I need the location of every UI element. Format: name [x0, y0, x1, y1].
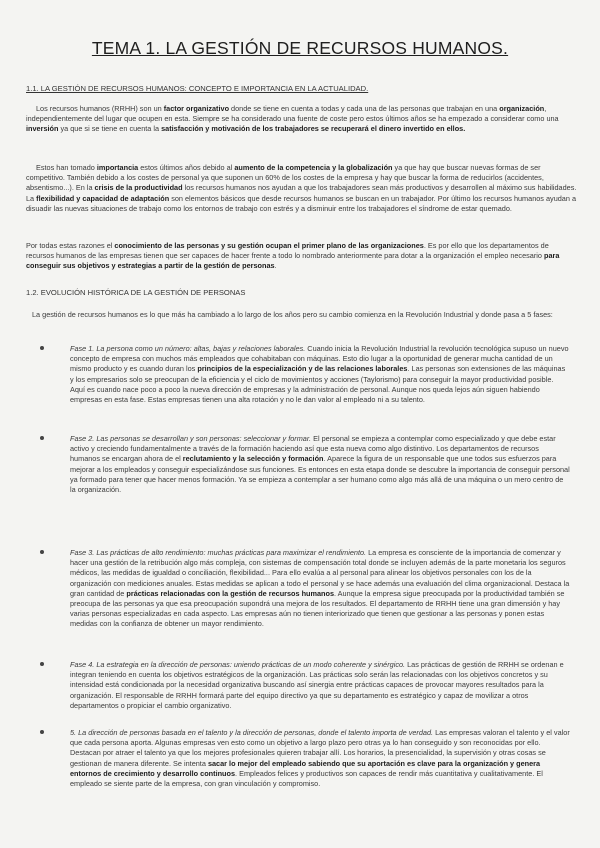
bold-run: satisfacción y motivación de los trabajadores se recuperará el dinero invertido en ellos. — [161, 124, 466, 134]
bold-run: flexibilidad y capacidad de adaptación — [36, 193, 170, 203]
bold-run: reclutamiento y la selección y formación — [182, 454, 324, 464]
text-run: Los recursos humanos (RRHH) son un — [36, 104, 164, 113]
text-run: . Aparece la figura de un responsable que une todos sus esfuerzos para mejorar a los empleados y conseguir especializándose sus funciones. Es entonces en esta etapa donde se descubre la importancia de conseguir personal ya formado para tener que hacer menos formación. Ya se empieza a contemplar a ser humano como algo más allá de una máquina o un mero centro de la organización. — [70, 454, 570, 495]
text-run: ya que hay que buscar nuevas formas de ser competitivo. También debido a los costes de personal ya que suponen un 60% de los costes de la empresa y hay que buscar la forma de reducirlos (accidentes, absentismo...). En la — [26, 163, 544, 193]
bullet-icon — [40, 436, 44, 440]
section-1-heading: 1.1. LA GESTIÓN DE RECURSOS HUMANOS: CONCEPTO E IMPORTANCIA EN LA ACTUALIDAD. — [26, 84, 369, 93]
text-run: Cuando inicia la Revolución Industrial la revolución tecnológica supuso un nuevo concepto de empresa con muchos más empleados que cohabitaban con máquinas. Esto dio lugar a la oportunidad de generar mucha cantidad de un mismo producto y es cuando duran los — [70, 344, 569, 374]
bold-run: para conseguir sus objetivos y estrategias a partir de la gestión de personas — [26, 251, 560, 271]
bold-run: organización — [499, 104, 545, 113]
list-item-text — [70, 660, 570, 711]
phase-title: Fase 1. La persona como un número: altas, bajas y relaciones laborales. — [70, 344, 306, 353]
list-item-text — [70, 434, 570, 495]
phase-title: Fase 4. La estrategia en la dirección de personas: uniendo prácticas de un modo coherente y sinérgico. — [70, 660, 406, 669]
bullet-icon — [40, 730, 44, 734]
phase-title: 5. La dirección de personas basada en el talento y la dirección de personas, donde el talento importa de verdad. — [70, 728, 434, 737]
section-1-paragraph-3 — [26, 241, 578, 272]
text-run: son elementos básicos que desde recursos humanos se buscan en un trabajador. Por último los recursos humanos ayudan a disuadir las nuevas situaciones de trabajo como los entornos de trabajo con estrés y a disminuir entre los trabajadores el síndrome de estar quemado. — [26, 193, 577, 213]
list-item-text — [70, 548, 570, 630]
bold-run: conocimiento de las personas y su gestión ocupan el primer plano de las organizaciones — [114, 241, 424, 250]
text-run: . Empleados felices y productivos son capaces de rendir más cuantitativa y cualitativamente. El empleado se siente parte de la empresa, con gran vinculación y compromiso. — [70, 768, 543, 789]
list-item-text — [70, 728, 570, 789]
bold-run: factor organizativo — [163, 104, 230, 113]
bullet-icon — [40, 346, 44, 350]
bullet-icon — [40, 550, 44, 554]
text-run: los recursos humanos nos ayudan a que los trabajadores sean más productivos y desarrollen al máximo sus habilidades. La — [26, 183, 577, 203]
section-1-paragraph-2 — [26, 163, 578, 214]
text-run: El personal se empieza a contemplar como especializado y que debe estar activo y creciendo fundamentalmente a través de la formación haciendo así que esta nueva como algo distintivo. Los departamentos de recursos humanos se encargan ahora de el — [70, 434, 556, 464]
text-run: estos últimos años debido al — [138, 163, 235, 172]
text-run: . Aunque la empresa sigue preocupada por la productividad también se preocupa de las personas ya que esa preocupación supondrá una mejora de los resultados. El departamento de RRHH tiene una gran dimensión y hay varias personas especializadas en cada aspecto. Las empresas aún no tienen interiorizado que tienen que gestionar a las personas y ponen estas medidas con la confianza de obtener un mayor rendimiento. — [70, 588, 565, 629]
page-title: TEMA 1. LA GESTIÓN DE RECURSOS HUMANOS. — [91, 38, 509, 58]
text-run: ya que si se tiene en cuenta la — [58, 124, 162, 134]
bold-run: aumento de la competencia y la globalización — [234, 163, 393, 172]
text-run: La empresa es consciente de la importancia de comenzar y hacer una gestión de la retribución algo más compleja, con sistemas de compensación total donde se incluyen además de la parte monetaria los seguros médicos, las medidas de igualdad o conciliación, flexibilidad... Para ello evalúa a al personal para alinear los objetivos personales con los de la organización con mediciones anuales. Estas medidas se aplican a todo el personal y se hace además una evaluación del clima organizacional. Destaca la gran cantidad de — [70, 548, 570, 598]
text-run: Estos han tomado — [36, 163, 97, 172]
text-run: . Es por ello que los departamentos de recursos humanos de las empresas tienen que ser capaces de hacer frente a todo lo nombrado anteriormente para dotar a la organización el empleo necesario — [26, 241, 549, 261]
phase-title: Fase 2. Las personas se desarrollan y son personas: seleccionar y formar. — [70, 434, 312, 443]
bold-run: principios de la especialización y de las relaciones laborales — [197, 364, 408, 374]
bullet-icon — [40, 662, 44, 666]
text-run: . — [274, 261, 277, 271]
section-1-paragraph-1 — [26, 104, 578, 135]
bold-run: prácticas relacionadas con la gestión de recursos humanos — [126, 588, 335, 598]
bold-run: sacar lo mejor del empleado sabiendo que su aportación es clave para la organización y genera entornos de crecimiento y desarrollo continuos — [70, 758, 541, 778]
text-run: Las empresas valoran el talento y el valor que cada persona aporta. Algunas empresas ven esto como un objetivo a largo plazo pero otras ya lo han conseguido y son reconocidas por ello. Destacan por atraer el talento ya que los mejores profesionales quieren trabajar allí. Los horarios, la presencialidad, la supervisión y otras cosas se gestionan de manera diferente. Se intenta — [70, 728, 570, 768]
bold-run: crisis de la productividad — [94, 183, 183, 193]
text-run: donde se tiene en cuenta a todas y cada una de las personas que trabajan en una — [229, 104, 500, 113]
list-item-text — [70, 344, 570, 405]
text-run: Por todas estas razones el — [26, 241, 115, 250]
bold-run: inversión — [26, 124, 59, 134]
phase-title: Fase 3. Las prácticas de alto rendimiento: muchas prácticas para maximizar el rendimiento. — [70, 548, 367, 557]
text-run: , independientemente del lugar que ocupen en esta. Siempre se ha considerado una fuente de coste pero estos últimos años se ha empezado a considerar como una — [26, 104, 559, 124]
section-2-heading: 1.2. EVOLUCIÓN HISTÓRICA DE LA GESTIÓN DE PERSONAS — [26, 288, 246, 297]
text-run: Las prácticas de gestión de RRHH se ordenan e integran teniendo en cuenta los objetivos estratégicos de la organización. Las prácticas solo serán las relacionadas con los objetivos concretos y su intensidad está condicionada por la necesidad organizativa buscando así sinergia entre prácticas capaces de provocar mayores resultados para la organización. El responsable de RRHH formará parte del equipo directivo ya que su departamento es estratégico y capaz de movilizar a otros departamentos o propiciar el cambio organizativo. — [70, 660, 564, 710]
bold-run: importancia — [96, 163, 139, 172]
text-run: . Las personas son extensiones de las máquinas y los empresarios solo se preocupan de la eficiencia y el ciclo de movimientos y acciones (Taylorismo) para conseguir la mayor productividad posible. Aquí es cuando nace poco a poco la nueva dirección de empresas y la administración de personal. Aunque nos queda lejos aún siguen habiendo empresas en esta fase. Estas empresas tienen una alta rotación y no le dan valor al empleado ni a su talento. — [70, 364, 566, 405]
section-2-intro: La gestión de recursos humanos es lo que más ha cambiado a lo largo de los años pero su cambio comienza en la Revolución Industrial y donde pasa a 5 fases: — [32, 310, 553, 319]
